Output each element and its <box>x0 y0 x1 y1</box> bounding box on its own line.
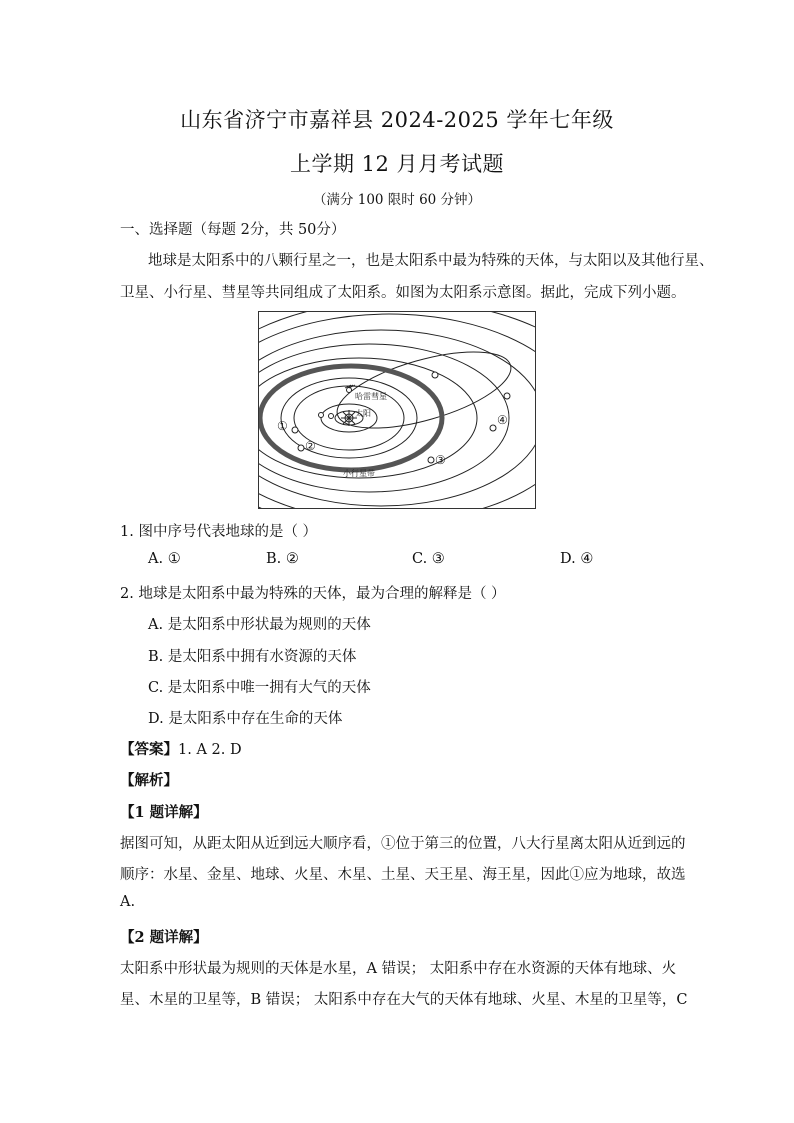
page-title-line1: 山东省济宁市嘉祥县 2024-2025 学年七年级 <box>180 108 614 132</box>
label-sun: 太阳 <box>355 409 371 418</box>
section-heading: 一、选择题（每题 2分，共 50分） <box>120 222 346 238</box>
analysis-label: 【解析】 <box>120 772 178 789</box>
planet-venus <box>319 413 324 418</box>
solar-system-diagram <box>258 311 536 509</box>
orbit-7 <box>259 330 535 506</box>
intro-line-1: 地球是太阳系中的八颗行星之一，也是太阳系中最为特殊的天体，与太阳以及其他行星、 <box>148 253 714 269</box>
q1-detail-label: 【1 题详解】 <box>120 804 208 821</box>
q2-detail-line-2: 星、木星的卫星等，B 错误； 太阳系中存在大气的天体有地球、火星、木星的卫星等，C <box>120 992 688 1008</box>
q2-option-b[interactable]: B. 是太阳系中拥有水资源的天体 <box>148 649 357 665</box>
planet-4 <box>490 425 496 431</box>
planet-1 <box>292 427 298 433</box>
answer-label: 【答案】 <box>120 741 178 758</box>
planet-mercury <box>329 414 334 419</box>
planet-outer-1 <box>504 393 510 399</box>
planet-3 <box>428 457 434 463</box>
q1-option-c[interactable]: C. ③ <box>412 551 445 567</box>
page-title-line2: 上学期 12 月月考试题 <box>289 152 505 176</box>
q1-detail-line-2: 顺序：水星、金星、地球、火星、木星、土星、天王星、海王星，因此①应为地球，故选 <box>120 867 686 883</box>
orbit-6 <box>259 344 509 492</box>
q2-detail-line-1: 太阳系中形状最为规则的天体是水星，A 错误； 太阳系中存在水资源的天体有地球、火 <box>120 961 677 977</box>
q1-detail-line-1: 据图可知，从距太阳从近到远大顺序看，①位于第三的位置，八大行星离太阳从近到远的 <box>120 836 686 852</box>
intro-line-2: 卫星、小行星、彗星等共同组成了太阳系。如图为太阳系示意图。据此，完成下列小题。 <box>120 285 686 301</box>
q2-option-a[interactable]: A. 是太阳系中形状最为规则的天体 <box>148 617 371 633</box>
q2-detail-label: 【2 题详解】 <box>120 929 208 946</box>
marker-2: ② <box>305 439 316 453</box>
exam-subtitle: （满分 100 限时 60 分钟） <box>312 192 482 208</box>
marker-1: ① <box>277 419 288 433</box>
marker-4: ④ <box>497 413 508 427</box>
planet-2 <box>298 445 304 451</box>
answer-block <box>120 738 242 759</box>
solar-system-svg <box>259 312 535 508</box>
q1-option-b[interactable]: B. ② <box>266 551 299 567</box>
answer-text: 1. A 2. D <box>178 742 242 758</box>
label-comet: 哈雷彗星 <box>355 392 387 401</box>
question-2-stem: 2. 地球是太阳系中最为特殊的天体，最为合理的解释是（ ） <box>120 586 506 602</box>
q2-option-c[interactable]: C. 是太阳系中唯一拥有大气的天体 <box>148 680 371 696</box>
q1-option-d[interactable]: D. ④ <box>560 551 594 567</box>
marker-3: ③ <box>435 453 446 467</box>
label-asteroid-belt: 小行星带 <box>343 469 375 478</box>
q1-option-a[interactable]: A. ① <box>148 551 181 567</box>
orbit-8 <box>259 314 535 508</box>
planet-outer-2 <box>432 372 438 378</box>
q2-option-d[interactable]: D. 是太阳系中存在生命的天体 <box>148 711 343 727</box>
q1-detail-line-3: A. <box>120 894 136 910</box>
question-1-stem: 1. 图中序号代表地球的是（ ） <box>120 524 318 540</box>
